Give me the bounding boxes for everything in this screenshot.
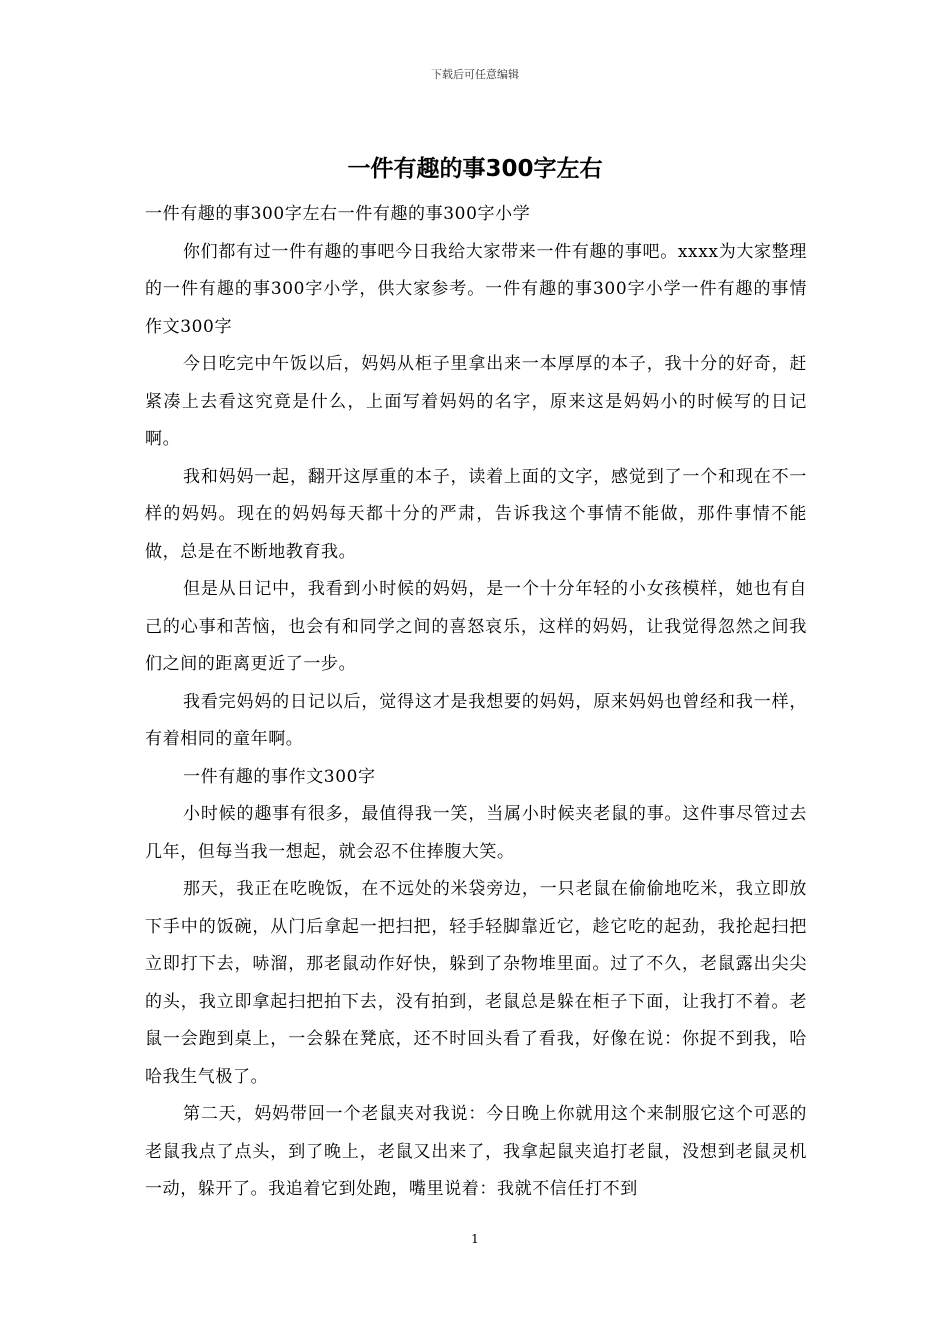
header-note: 下载后可任意编辑: [431, 68, 519, 81]
paragraph: 我和妈妈一起，翻开这厚重的本子，读着上面的文字，感觉到了一个和现在不一样的妈妈。现在的妈妈每天都十分的严肃，告诉我这个事情不能做，那件事情不能做，总是在不断地教育我。: [145, 466, 807, 562]
paragraph: 小时候的趣事有很多，最值得我一笑，当属小时候夹老鼠的事。这件事尽管过去几年，但每当我一想起，就会忍不住捧腹大笑。: [145, 804, 807, 862]
paragraph: 那天，我正在吃晚饭，在不远处的米袋旁边，一只老鼠在偷偷地吃米，我立即放下手中的饭碗，从门后拿起一把扫把，轻手轻脚靠近它，趁它吃的起劲，我抡起扫把立即打下去，哧溜，那老鼠动作好快，躲到了杂物堆里面。过了不久，老鼠露出尖尖的头，我立即拿起扫把拍下去，没有拍到，老鼠总是躲在柜子下面，让我打不着。老鼠一会跑到桌上，一会躲在凳底，还不时回头看了看我，好像在说：你捉不到我，哈哈我生气极了。: [145, 879, 807, 1087]
paragraph: 你们都有过一件有趣的事吧今日我给大家带来一件有趣的事吧。xxxx为大家整理的一件有趣的事300字小学，供大家参考。一件有趣的事300字小学一件有趣的事情作文300字: [145, 241, 807, 337]
page-number: 1: [471, 1232, 479, 1246]
paragraph: 我看完妈妈的日记以后，觉得这才是我想要的妈妈，原来妈妈也曾经和我一样，有着相同的童年啊。: [145, 691, 807, 749]
section-heading: 一件有趣的事作文300字: [183, 766, 376, 787]
document-body: [145, 196, 807, 1209]
paragraph: 但是从日记中，我看到小时候的妈妈，是一个十分年轻的小女孩模样，她也有自己的心事和苦恼，也会有和同学之间的喜怒哀乐，这样的妈妈，让我觉得忽然之间我们之间的距离更近了一步。: [145, 579, 807, 674]
document-title: 一件有趣的事300字左右: [347, 156, 603, 182]
paragraph: 今日吃完中午饭以后，妈妈从柜子里拿出来一本厚厚的本子，我十分的好奇，赶紧凑上去看这究竟是什么，上面写着妈妈的名字，原来这是妈妈小的时候写的日记啊。: [145, 354, 807, 449]
paragraph: 第二天，妈妈带回一个老鼠夹对我说：今日晚上你就用这个来制服它这个可恶的老鼠我点了点头，到了晚上，老鼠又出来了，我拿起鼠夹追打老鼠，没想到老鼠灵机一动，躲开了。我追着它到处跑，嘴里说着：我就不信任打不到: [145, 1104, 807, 1199]
paragraph-subtitle: 一件有趣的事300字左右一件有趣的事300字小学: [145, 204, 531, 224]
